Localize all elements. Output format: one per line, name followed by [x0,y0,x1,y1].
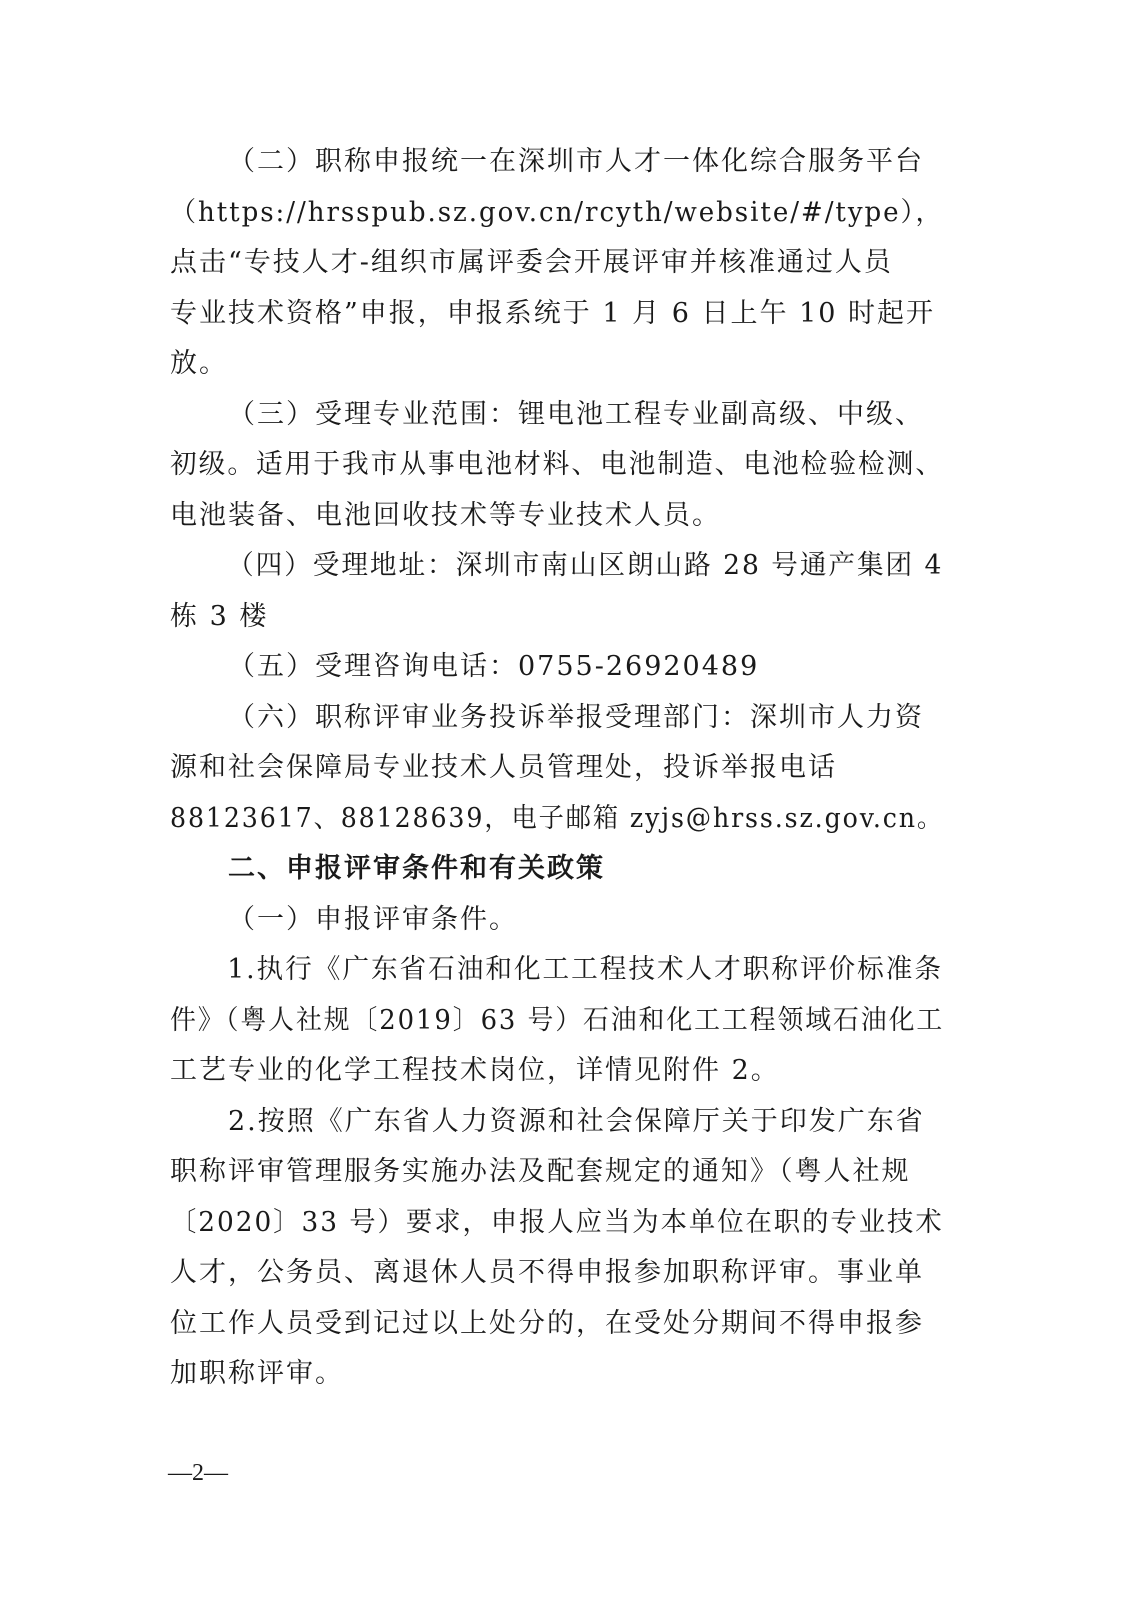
page-number: —2— [168,1460,228,1486]
paragraph-item-2 [170,137,944,390]
text-line: （二）职称申报统一在深圳市人才一体化综合服务平台 [228,146,924,177]
paragraph-item-5 [170,642,944,693]
text-line: 1.执行《广东省石油和化工工程技术人才职称评价标准条 [227,954,943,985]
paragraph-item-3 [170,390,944,542]
text-line: 点击“专技人才-组织市属评委会开展评审并核准通过人员 [170,247,893,278]
text-line: （https://hrsspub.sz.gov.cn/rcyth/website/#/type）， [170,196,944,228]
text-line: 2.按照《广东省人力资源和社会保障厅关于印发广东省 [228,1105,925,1137]
document-body [170,137,944,1400]
text-line: 〔2020〕33 号）要求，申报人应当为本单位在职的专业技术 [170,1206,944,1238]
section-title: 二、申报评审条件和有关政策 [228,853,605,884]
text-line: 加职称评审。 [170,1358,344,1389]
paragraph-item-4 [170,541,944,642]
subsection-heading [170,895,944,946]
section-heading [170,844,944,895]
text-line: 工艺专业的化学工程技术岗位，详情见附件 2。 [170,1055,780,1086]
text-line: （六）职称评审业务投诉举报受理部门：深圳市人力资 [228,701,924,733]
text-line: 位工作人员受到记过以上处分的，在受处分期间不得申报参 [170,1307,924,1339]
paragraph-condition-2 [170,1097,944,1400]
subsection-title: （一）申报评审条件。 [228,903,518,935]
text-line: 专业技术资格”申报，申报系统于 1 月 6 日上午 10 时起开 [170,297,936,329]
text-line: （四）受理地址：深圳市南山区朗山路 28 号通产集团 4 [227,550,944,581]
text-line: （五）受理咨询电话：0755-26920489 [228,651,760,682]
text-line: 初级。适用于我市从事电池材料、电池制造、电池检验检测、 [170,449,944,480]
text-line: 人才，公务员、离退休人员不得申报参加职称评审。事业单 [170,1257,924,1288]
text-line: 职称评审管理服务实施办法及配套规定的通知》（粤人社规 [170,1156,911,1187]
text-line: （三）受理专业范围：锂电池工程专业副高级、中级、 [228,398,924,430]
text-line: 栋 3 楼 [170,600,269,632]
paragraph-condition-1 [170,945,944,1097]
text-line: 88123617、88128639，电子邮箱 zyjs@hrss.sz.gov.cn。 [170,802,945,834]
paragraph-item-6 [170,693,944,845]
text-line: 放。 [170,348,228,379]
text-line: 源和社会保障局专业技术人员管理处，投诉举报电话 [170,752,837,783]
text-line: 电池装备、电池回收技术等专业技术人员。 [170,499,721,531]
text-line: 件》（粤人社规〔2019〕63 号）石油和化工工程领域石油化工 [170,1004,945,1036]
